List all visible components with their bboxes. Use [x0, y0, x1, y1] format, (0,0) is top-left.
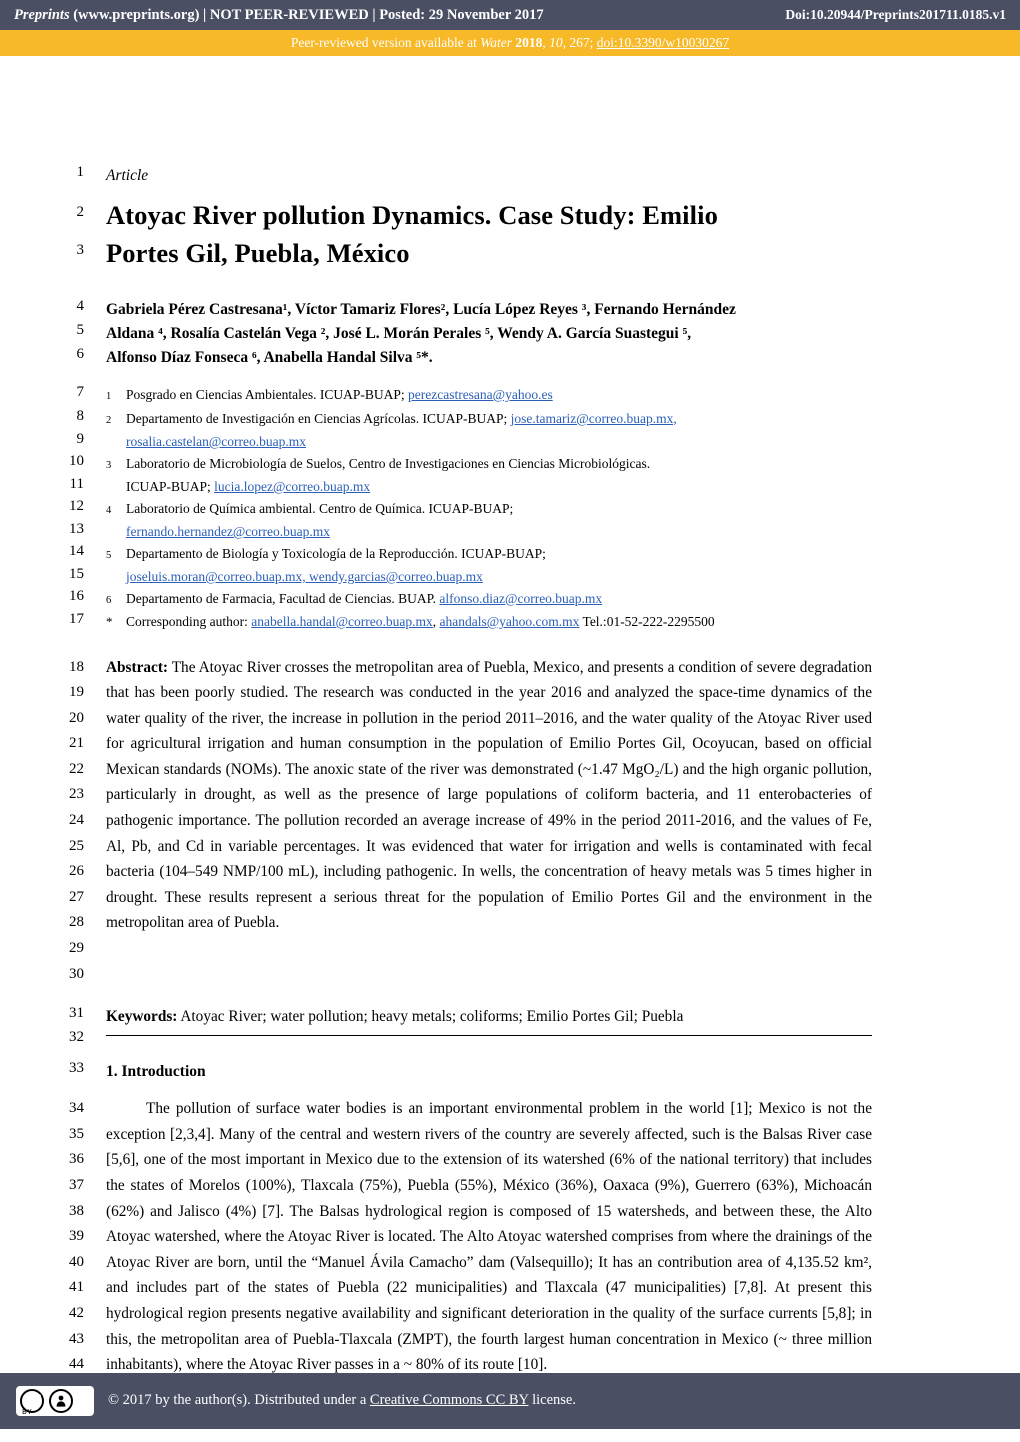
- affiliation-row: [0, 453, 1020, 477]
- paper-page: [0, 56, 1020, 1429]
- affiliation-text: Laboratorio de Microbiología de Suelos, Centro de Investigaciones en Ciencias Microbiológicas.: [126, 455, 651, 471]
- affiliation-text: Posgrado en Ciencias Ambientales. ICUAP-BUAP;: [126, 387, 405, 402]
- line-number: 7: [76, 384, 84, 400]
- line-number: 13: [69, 521, 84, 537]
- affiliation-marker: [106, 521, 126, 523]
- by-label: BY: [22, 1407, 33, 1416]
- line-number: 15: [69, 566, 84, 582]
- affiliation-item: [106, 408, 872, 432]
- introduction-paragraph: [106, 1096, 872, 1378]
- line-number: 16: [69, 587, 84, 604]
- banner-review-status: NOT PEER-REVIEWED: [209, 6, 369, 23]
- line-number: 2: [76, 204, 84, 220]
- affiliation-row: [0, 408, 1020, 432]
- affiliation-text: ICUAP-BUAP;: [126, 479, 211, 494]
- intro-line-numbers: 34 35 36 37 38 39 40 41 42 43 44: [69, 1100, 84, 1373]
- affiliation-text: Departamento de Investigación en Ciencias Agrícolas. ICUAP-BUAP;: [126, 410, 508, 426]
- license-link[interactable]: Creative Commons CC BY: [369, 1392, 529, 1409]
- line-number: 32: [69, 1029, 84, 1046]
- affiliation-row: [0, 521, 1020, 543]
- line-number: 1: [76, 164, 84, 180]
- authors-row-1: [0, 298, 1020, 322]
- affiliation-email-link[interactable]: alfonso.diaz@correo.buap.mx: [439, 590, 603, 606]
- keywords-label: Keywords:: [106, 1008, 178, 1026]
- keywords-line: [106, 1005, 872, 1029]
- abstract-block: [0, 655, 1020, 988]
- affiliation-item: [106, 431, 872, 453]
- authors-row-3: [0, 346, 1020, 370]
- cc-icon: CC: [20, 1389, 44, 1413]
- affiliation-item: [106, 498, 872, 522]
- creative-commons-badge: [16, 1386, 94, 1416]
- abstract-paragraph: [106, 655, 872, 937]
- introduction-text: The pollution of surface water bodies is an important environmental problem in the world [1]; Mexico is not the exception [2,3,4]. Many of the central and western rivers of the country are severely affected, such is the Balsas River case [5,6], one of the most important in Mexico due to the extension of its watershed (6% of the national territory) that includes the states of Morelos (100%), Tlaxcala (75%), Puebla (55%), México (36%), Oaxaca (9%), Guerrero (63%), Michoacán (62%) and Jalisco (4%) [7]. The Balsas hydrological region is composed of 15 watersheds, and between these, the Alto Atoyac watershed, where the Atoyac River is located. The Alto Atoyac watershed comprises from where the drainings of the Atoyac River are born, until the “Manuel Ávila Camacho” dam (Valsequillo); It has an contribution area of 4,135.52 km², and includes part of the states of Puebla (22 municipalities) and Tlaxcala (47 municipalities) [7,8]. At present this hydrological region presents negative availability and significant deterioration in the quality of the surface currents [5,8]; in this, the metropolitan area of Puebla-Tlaxcala (ZMPT), the fourth largest human concentration in Mexico (~ three million inhabitants), where the Atoyac River passes in a ~ 80% of its route [10].: [106, 1100, 872, 1374]
- affiliation-marker: 1: [106, 391, 112, 402]
- affiliation-item: [106, 476, 872, 498]
- rule-row: [0, 1029, 1020, 1046]
- affiliation-row: [0, 611, 1020, 633]
- affiliation-email-link[interactable]: joseluis.moran@correo.buap.mx, wendy.garcias@correo.buap.mx: [126, 569, 483, 584]
- section-heading-introduction: 1. Introduction: [106, 1063, 206, 1081]
- affiliation-email-link[interactable]: rosalia.castelan@correo.buap.mx: [126, 434, 306, 449]
- affiliation-marker: 2: [106, 414, 112, 426]
- article-type-label: Article: [106, 167, 149, 184]
- peer-issue: 267;: [569, 35, 594, 50]
- affiliation-row: [0, 588, 1020, 612]
- article-label-row: [0, 164, 1020, 188]
- peer-prefix: Peer-reviewed version available at: [290, 35, 477, 50]
- affiliation-item: [106, 543, 872, 567]
- line-number: 5: [76, 322, 84, 338]
- footer-text: [108, 1392, 576, 1409]
- line-number: 17: [69, 611, 84, 627]
- affiliation-item: [106, 384, 872, 408]
- affiliation-item: [106, 566, 872, 588]
- keywords-row: [0, 1005, 1020, 1029]
- preprint-banner: [0, 0, 1020, 30]
- corresponding-phone: Tel.:01-52-222-2295500: [582, 614, 715, 629]
- peer-journal: Water: [480, 35, 512, 50]
- introduction-heading-row: [0, 1060, 1020, 1084]
- affiliation-text: Departamento de Biología y Toxicología de la Reproducción. ICUAP-BUAP;: [126, 545, 546, 561]
- footer-copyright: © 2017 by the author(s). Distributed under a: [108, 1392, 367, 1409]
- affiliation-item: [106, 453, 872, 477]
- peer-reviewed-bar: Peer-reviewed version available at Water 2018 , 10 , 267; doi:10.3390/w10030267: [0, 30, 1020, 56]
- line-number: 6: [76, 346, 84, 362]
- abstract-label: Abstract:: [106, 658, 169, 676]
- affiliation-row: [0, 543, 1020, 567]
- banner-site-url: (www.preprints.org): [73, 6, 200, 23]
- affiliation-marker: *: [106, 614, 113, 629]
- affiliation-marker: 5: [106, 549, 112, 561]
- affiliation-marker: 3: [106, 459, 112, 471]
- affiliation-row: [0, 498, 1020, 522]
- affiliation-row: [0, 384, 1020, 408]
- affiliation-text: Laboratorio de Química ambiental. Centro de Química. ICUAP-BUAP;: [126, 500, 514, 516]
- page-title-line-2: Portes Gil, Puebla, México: [106, 238, 410, 268]
- person-icon: [49, 1389, 73, 1413]
- affiliation-marker: 4: [106, 504, 112, 516]
- line-number: 33: [69, 1060, 84, 1077]
- line-number: 31: [69, 1005, 84, 1022]
- banner-separator-1: |: [203, 6, 207, 23]
- affiliation-email-link[interactable]: lucia.lopez@correo.buap.mx: [214, 479, 371, 494]
- banner-doi-link[interactable]: Doi:10.20944/Preprints201711.0185.v1: [785, 7, 1006, 22]
- abstract-text: The Atoyac River crosses the metropolitan area of Puebla, Mexico, and presents a condition of severe degradation that has been poorly studied. The research was conducted in the year 2016 and analyzed the space-time dynamics of the water quality of the river, the increase in pollution in the period 2011–2016, and the water quality of the Atoyac River used for agricultural irrigation and human consumption in the population of Emilio Portes Gil, Ocoyucan, based on official Mexican standards (NOMs). The anoxic state of the river was demonstrated (~1.47 MgO₂/L) and the high organic pollution, particularly in drought, as well as the presence of large populations of coliform bacteria, and 11 enterobacteries of pathogenic importance. The pollution recorded an average increase of 49% in the period 2011-2016, and the values of Fe, Al, Pb, and Cd in variable percentages. It was evidenced that water for irrigation and wells is contaminated with fecal bacteria (104–549 NMP/100 mL), including pathogenic. In wells, the concentration of heavy metals was 5 times higher in drought. These results represent a serious threat for the population of Emilio Portes Gil and the environment in the metropolitan area of Puebla.: [106, 658, 872, 932]
- line-number: 8: [76, 407, 84, 424]
- banner-left-text: [14, 7, 544, 24]
- footer-suffix: license.: [532, 1392, 576, 1409]
- peer-doi-link[interactable]: doi:10.3390/w10030267: [596, 35, 730, 50]
- author-list-line-1: Gabriela Pérez Castresana¹, Víctor Tamariz Flores², Lucía López Reyes ³, Fernando Hernández: [106, 301, 736, 318]
- line-number: 12: [69, 497, 84, 514]
- affiliation-marker: [106, 476, 126, 478]
- affiliation-row: [0, 431, 1020, 453]
- abstract-line-numbers: 18 19 20 21 22 23 24 25 26 27 28 29 30: [69, 658, 84, 982]
- corresponding-author-item: * Corresponding author: anabella.handal@correo.buap.mx, ahandals@yahoo.com.mx Tel.:01-52-222-2295500: [106, 611, 872, 633]
- section-divider: [106, 1035, 872, 1036]
- line-number: 11: [69, 476, 84, 492]
- affiliation-marker: 6: [106, 594, 112, 606]
- line-number: 3: [76, 242, 84, 258]
- line-number: 4: [76, 298, 84, 314]
- affiliation-item: [106, 588, 872, 612]
- affiliation-row: [0, 566, 1020, 588]
- line-number: 14: [69, 542, 84, 559]
- corresponding-email-link-1[interactable]: anabella.handal@correo.buap.mx: [251, 614, 433, 629]
- keywords-text: Atoyac River; water pollution; heavy metals; coliforms; Emilio Portes Gil; Puebla: [177, 1008, 684, 1026]
- author-list-line-3: Alfonso Díaz Fonseca ⁶, Anabella Handal Silva ⁵*.: [106, 349, 433, 366]
- line-number: 10: [69, 452, 84, 469]
- affiliation-row: [0, 476, 1020, 498]
- peer-volume: 10: [549, 35, 563, 50]
- banner-posted-date: Posted: 29 November 2017: [379, 6, 544, 23]
- line-number: 9: [76, 431, 84, 447]
- affiliation-text: Departamento de Farmacia, Facultad de Ciencias. BUAP.: [126, 590, 437, 606]
- author-list-line-2: Aldana ⁴, Rosalía Castelán Vega ², José L. Morán Perales ⁵, Wendy A. García Suastegui ⁵,: [106, 325, 692, 342]
- peer-year: 2018: [515, 35, 543, 50]
- title-row-2: [0, 234, 1020, 272]
- corresponding-email-link-2[interactable]: ahandals@yahoo.com.mx: [439, 614, 580, 629]
- affiliation-text: Corresponding author:: [126, 614, 248, 629]
- affiliation-email-link[interactable]: perezcastresana@yahoo.es: [407, 387, 553, 402]
- affiliation-email-link[interactable]: jose.tamariz@correo.buap.mx,: [510, 410, 677, 426]
- affiliation-marker: [106, 431, 126, 433]
- banner-journal-name: Preprints: [14, 6, 70, 23]
- license-footer: [0, 1373, 1020, 1429]
- title-row-1: [0, 196, 1020, 234]
- banner-separator-2: |: [372, 6, 376, 23]
- affiliation-marker: [106, 566, 126, 568]
- authors-row-2: [0, 322, 1020, 346]
- affiliation-item: [106, 521, 872, 543]
- page-title-line-1: Atoyac River pollution Dynamics. Case Study: Emilio: [106, 200, 718, 230]
- affiliation-email-link[interactable]: fernando.hernandez@correo.buap.mx: [126, 524, 330, 539]
